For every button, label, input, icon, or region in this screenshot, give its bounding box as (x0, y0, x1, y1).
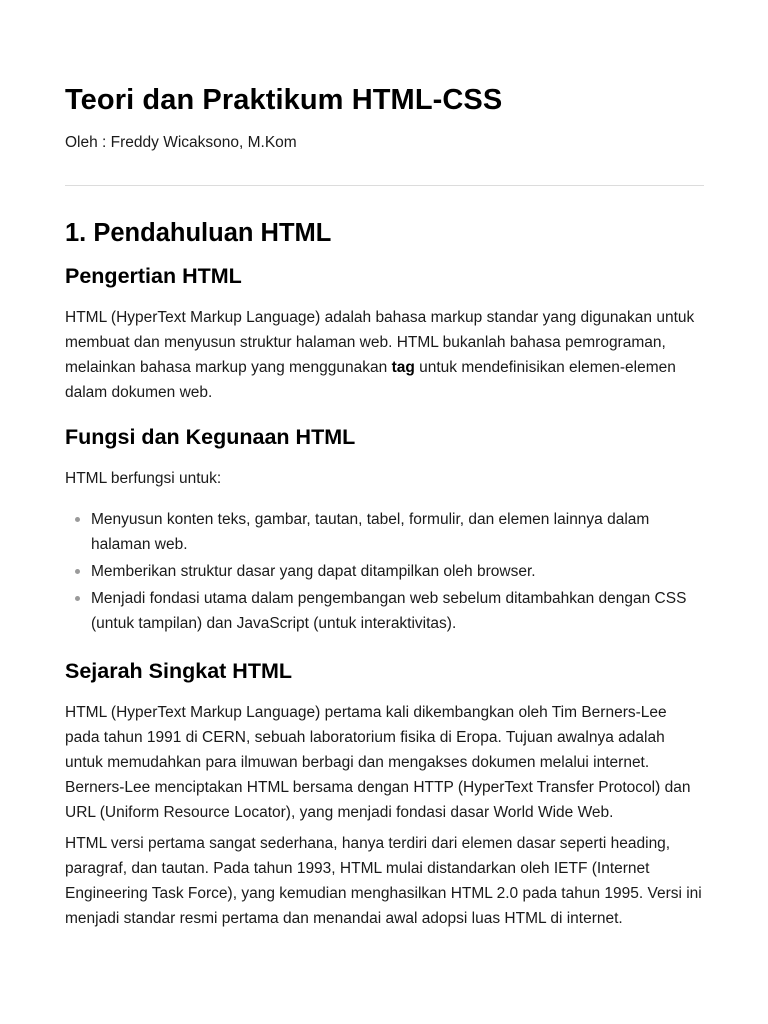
author-byline: Oleh : Freddy Wicaksono, M.Kom (65, 134, 297, 151)
fungsi-list (65, 507, 704, 636)
subheading-fungsi: Fungsi dan Kegunaan HTML (65, 425, 356, 449)
bullet-dot-icon (75, 569, 80, 574)
bullet-dot-icon (75, 596, 80, 601)
paragraph-pengertian (65, 305, 704, 405)
list-item (91, 507, 704, 557)
paragraph-pengertian-text-start: HTML (HyperText Markup Language) adalah bahasa markup standar yang digunakan untuk membuat dan menyusun struktur halaman web. HTML bukanlah bahasa pemrograman, melainkan bahasa markup yang menggunakan (65, 309, 695, 376)
paragraph-sejarah-1: HTML (HyperText Markup Language) pertama kali dikembangkan oleh Tim Berners-Lee pada tahun 1991 di CERN, sebuah laboratorium fisika di Eropa. Tujuan awalnya adalah untuk memudahkan para ilmuwan berbagi dan mengakses dokumen melalui internet. Berners-Lee menciptakan HTML bersama dengan HTTP (HyperText Transfer Protocol) dan URL (Uniform Resource Locator), yang menjadi fondasi dasar World Wide Web. (65, 704, 691, 821)
list-item (91, 586, 704, 636)
list-item-text: Menjadi fondasi utama dalam pengembangan web sebelum ditambahkan dengan CSS (untuk tampilan) dan JavaScript (untuk interaktivitas). (91, 590, 687, 632)
subheading-sejarah: Sejarah Singkat HTML (65, 659, 292, 683)
list-item (91, 559, 704, 584)
header-divider (65, 185, 704, 186)
list-item-text: Menyusun konten teks, gambar, tautan, tabel, formulir, dan elemen lainnya dalam halaman web. (91, 511, 650, 553)
paragraph-sejarah-2: HTML versi pertama sangat sederhana, hanya terdiri dari elemen dasar seperti heading, paragraf, dan tautan. Pada tahun 1993, HTML mulai distandarkan oleh IETF (Internet Engineering Task Force), yang kemudian menghasilkan HTML 2.0 pada tahun 1995. Versi ini menjadi standar resmi pertama dan menandai awal adopsi luas HTML di internet. (65, 835, 702, 927)
paragraph-pengertian-text-end: untuk mendefinisikan elemen-elemen dalam dokumen web. (65, 359, 676, 401)
subheading-pengertian: Pengertian HTML (65, 264, 242, 288)
document-content (65, 214, 704, 931)
section-heading-pendahuluan: 1. Pendahuluan HTML (65, 219, 332, 247)
document-title: Teori dan Praktikum HTML-CSS (65, 84, 503, 116)
paragraph-fungsi-intro: HTML berfungsi untuk: (65, 470, 222, 487)
list-item-text: Memberikan struktur dasar yang dapat ditampilkan oleh browser. (91, 563, 536, 580)
bold-term-tag: tag (391, 359, 415, 376)
bullet-dot-icon (75, 517, 80, 522)
